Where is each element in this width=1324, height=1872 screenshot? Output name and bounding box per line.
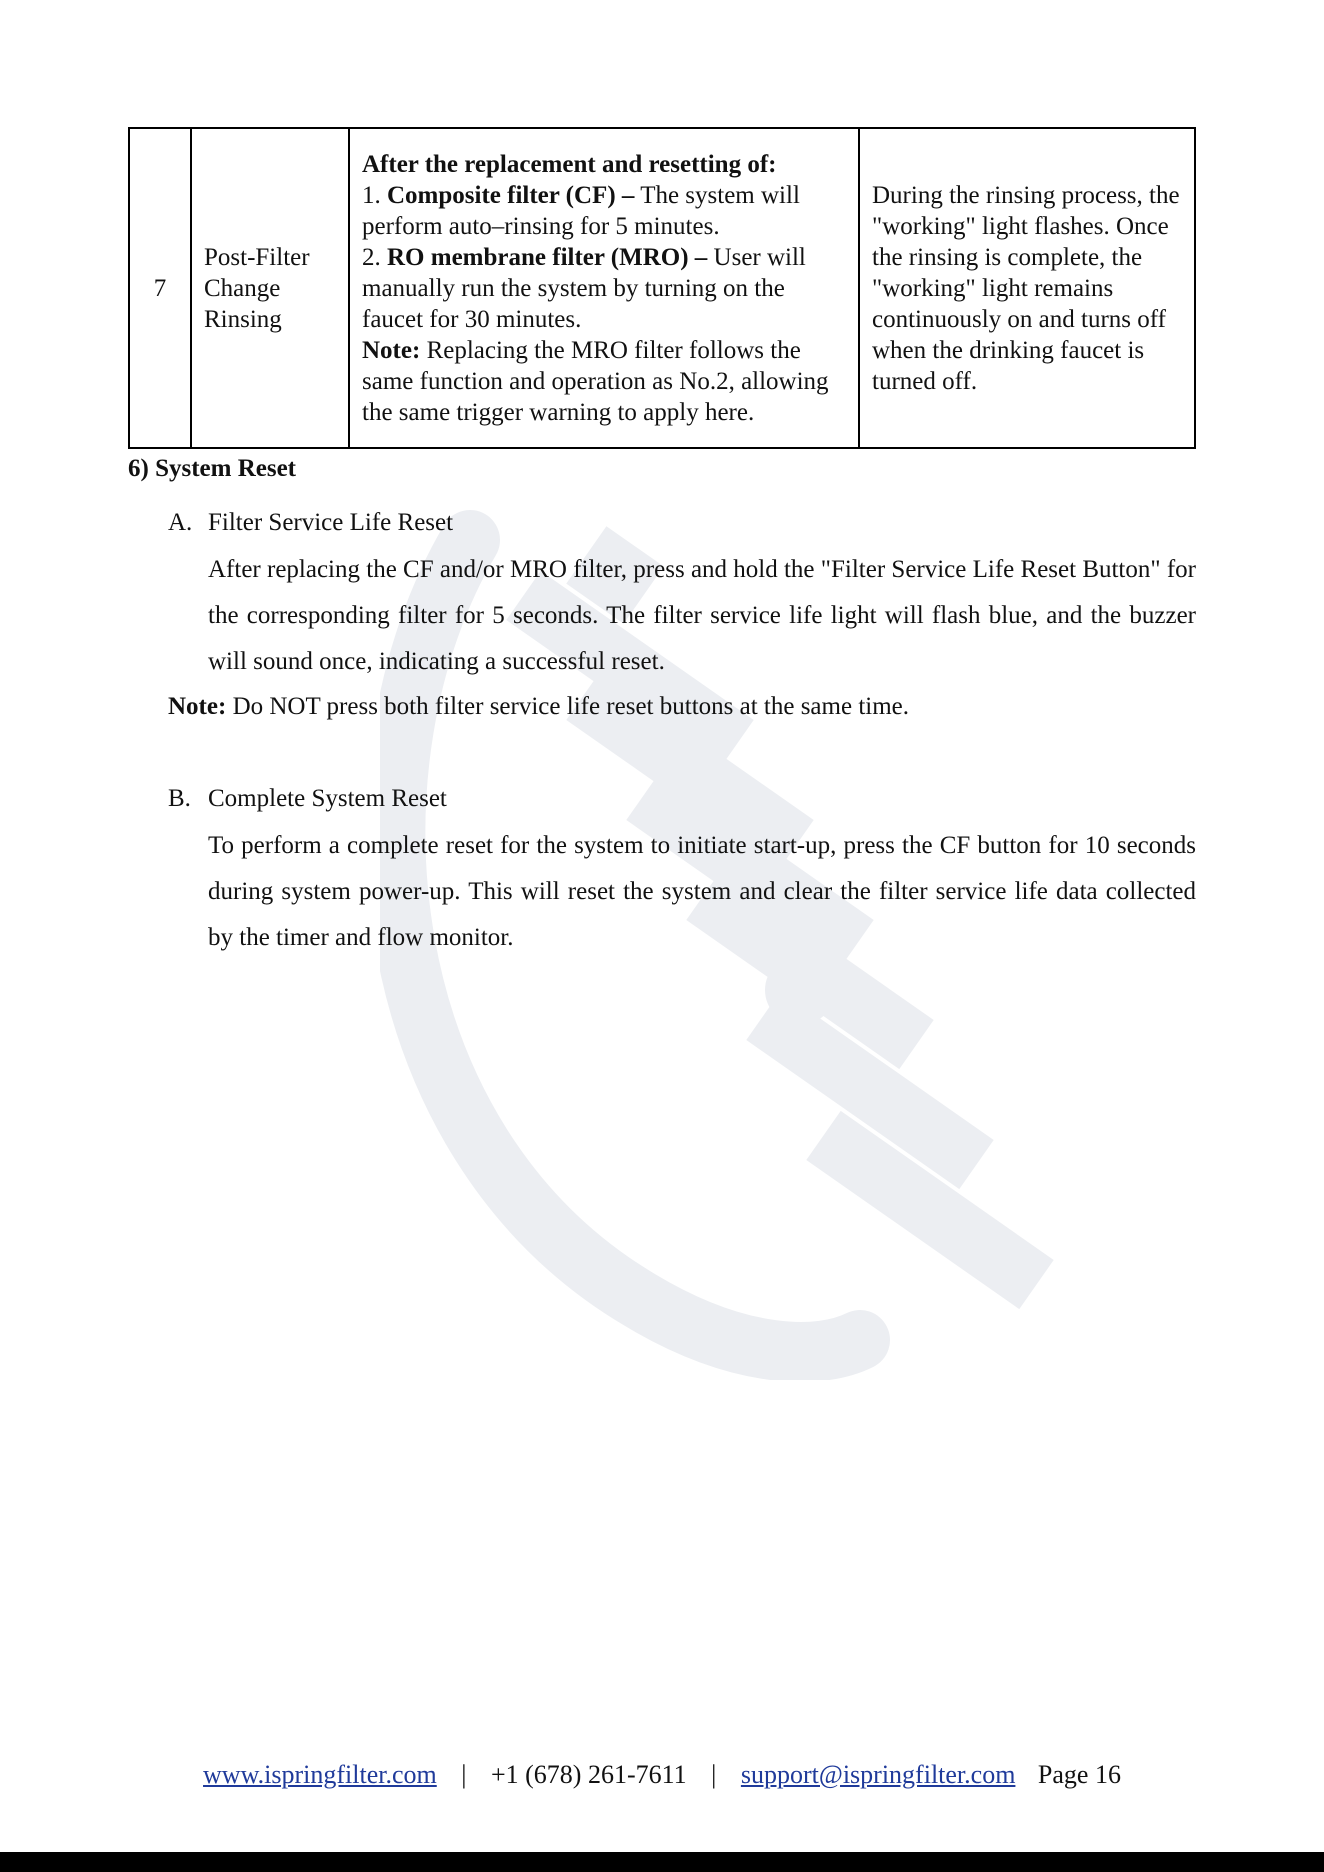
- row-description: [349, 128, 859, 448]
- footer-separator: |: [461, 1760, 467, 1789]
- description-item-2: 2. RO membrane filter (MRO) – User will manually run the system by turning on the faucet for 30 minutes.: [362, 243, 806, 333]
- rinsing-table: [128, 127, 1196, 449]
- footer-separator: |: [711, 1760, 717, 1789]
- subsection-b-title: B. Complete System Reset: [168, 785, 447, 812]
- row-result: During the rinsing process, the "working" light flashes. Once the rinsing is complete, the "working" light remains continuously on and turns off when the drinking faucet is turned off.: [859, 128, 1195, 448]
- description-heading: After the replacement and resetting of:: [362, 150, 777, 178]
- description-item-1: 1. Composite filter (CF) – The system will perform auto–rinsing for 5 minutes.: [362, 181, 800, 240]
- section-note: Note: Do NOT press both filter service life reset buttons at the same time.: [168, 693, 910, 720]
- section-heading: 6) System Reset: [128, 455, 297, 482]
- subsection-a-title: A. Filter Service Life Reset: [168, 509, 454, 536]
- row-number: 7: [129, 128, 191, 448]
- phone-number: +1 (678) 261-7611: [490, 1760, 687, 1789]
- page-number: Page 16: [1037, 1760, 1121, 1789]
- row-name: [191, 128, 349, 448]
- row-name-line: Rinsing: [204, 305, 282, 333]
- website-link[interactable]: www.ispringfilter.com: [203, 1760, 437, 1789]
- subsection-a-text: After replacing the CF and/or MRO filter, press and hold the "Filter Service Life Reset Button" for the corresponding filter for 5 seconds. The filter service life light will flash blue, and the buzzer will sound once, indicating a successful reset.: [208, 556, 1196, 675]
- subsection-b-text: To perform a complete reset for the system to initiate start-up, press the CF button for 10 seconds during system power-up. This will reset the system and clear the filter service life data collected by the timer and flow monitor.: [208, 832, 1196, 951]
- page-footer: [0, 1760, 1324, 1790]
- table-row: [129, 128, 1195, 448]
- description-note: Note: Replacing the MRO filter follows the same function and operation as No.2, allowing the same trigger warning to apply here.: [362, 336, 829, 426]
- row-name-line: Change: [204, 274, 281, 302]
- row-name-line: Post-Filter: [204, 243, 310, 271]
- bottom-border-bar: [0, 1852, 1324, 1872]
- support-email-link[interactable]: support@ispringfilter.com: [740, 1760, 1016, 1789]
